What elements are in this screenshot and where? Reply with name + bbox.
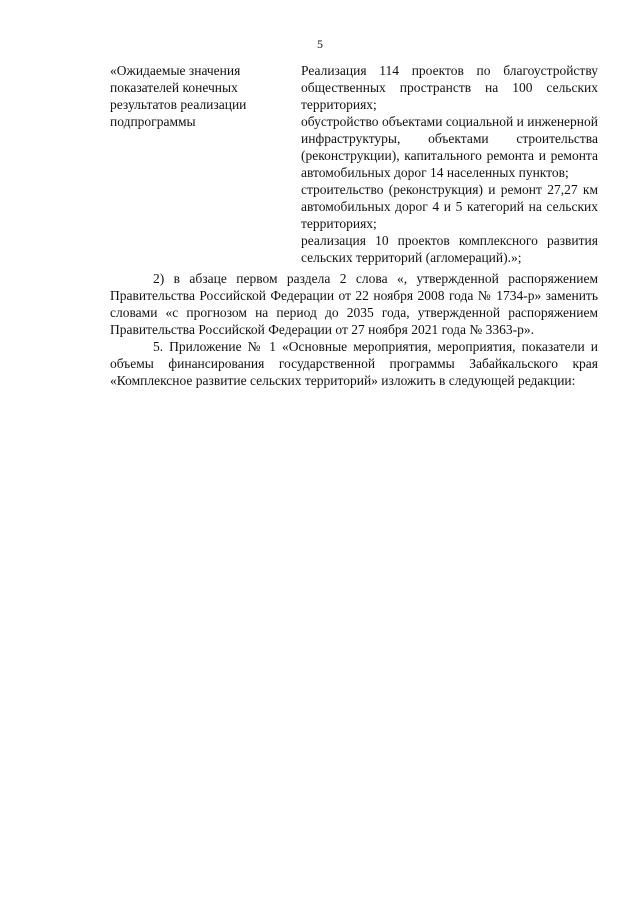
paragraph-amendment-2: 2) в абзаце первом раздела 2 слова «, утвержденной распоряжением Правительства Российской Федерации от 22 ноября 2008 года № 1734-р» заменить словами «с прогнозом на период до 2035 года, утвержденной распоряжением Правительства Российской Федерации от 27 ноября 2021 года № 3363-р».: [110, 271, 598, 337]
passport-value-item-1: Реализация 114 проектов по благоустройству общественных пространств на 100 сельских территориях;: [301, 63, 598, 112]
passport-table-row: [110, 62, 598, 266]
passport-value-item-2: обустройство объектами социальной и инженерной инфраструктуры, объектами строительства (реконструкции), капитального ремонта и ремонта автомобильных дорог 14 населенных пунктов;: [301, 114, 598, 180]
page-number: 5: [317, 37, 323, 51]
passport-value-cell: [301, 62, 598, 266]
passport-value-item-4: реализация 10 проектов комплексного развития сельских территорий (агломераций).»;: [301, 233, 598, 265]
passport-label-cell: [110, 62, 275, 266]
paragraph-item-5: 5. Приложение № 1 «Основные мероприятия, мероприятия, показатели и объемы финансирования государственной программы Забайкальского края «Комплексное развитие сельских территорий» изложить в следующей редакции:: [110, 339, 598, 388]
passport-label: «Ожидаемые значения показателей конечных результатов реализации подпрограммы: [110, 63, 247, 129]
passport-value-item-3: строительство (реконструкция) и ремонт 27,27 км автомобильных дорог 4 и 5 категорий на сельских территориях;: [301, 182, 598, 231]
document-body: [110, 62, 598, 389]
